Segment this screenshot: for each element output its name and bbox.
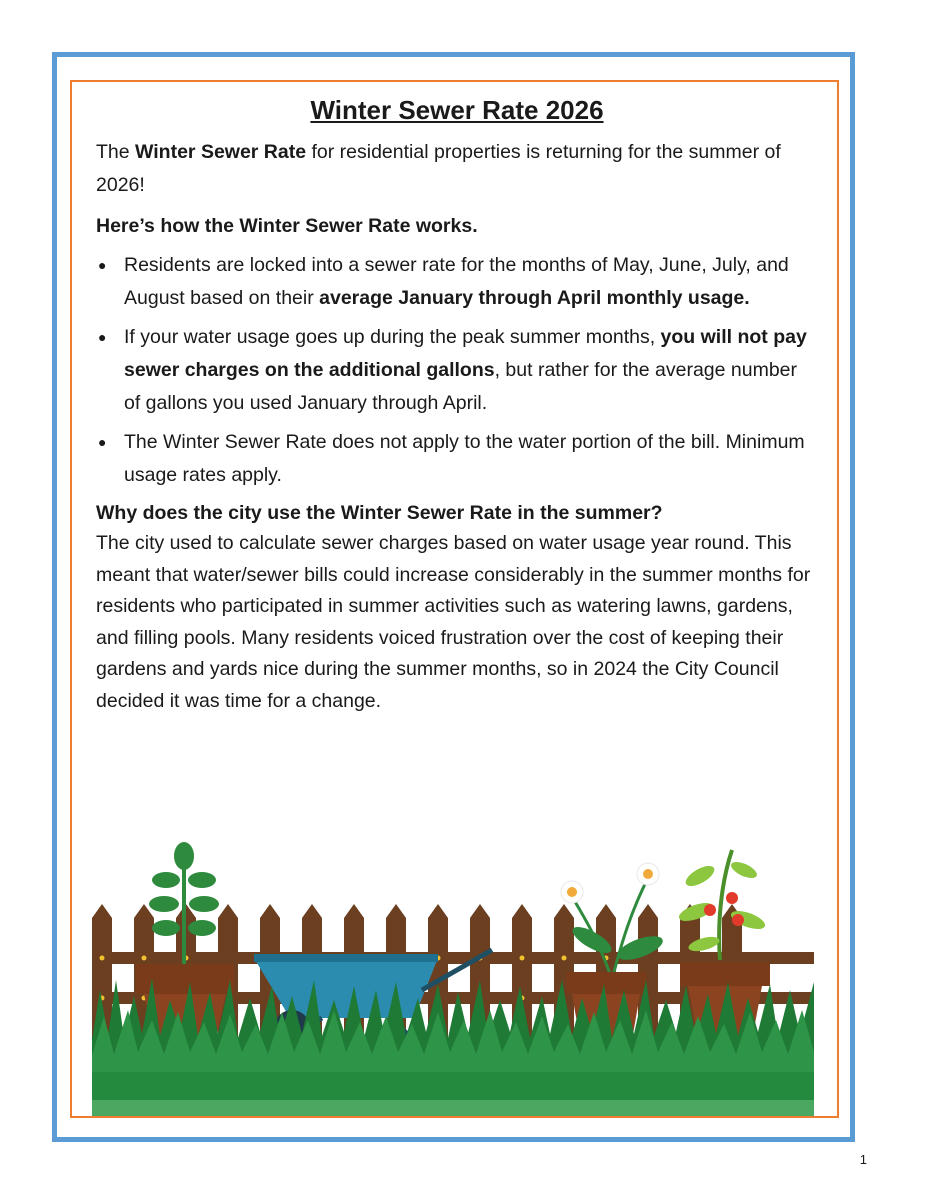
howto-heading: Here’s how the Winter Sewer Rate works.	[96, 215, 478, 237]
intro-text-post: for residential properties is returning for the summer of 2026!	[96, 141, 781, 196]
why-heading: Why does the city use the Winter Sewer Rate in the summer?	[96, 502, 663, 524]
page-number: 1	[859, 1152, 867, 1167]
intro-text-bold: Winter Sewer Rate	[135, 141, 307, 163]
bullet-text-bold: average January through April monthly usage.	[319, 287, 750, 309]
garden-illustration	[92, 840, 814, 1116]
bullet-icon: ●	[98, 329, 107, 345]
bullet-item	[96, 426, 818, 492]
why-paragraph: The city used to calculate sewer charges based on water usage year round. This meant that water/sewer bills could increase considerably in the summer months for residents who participated in summer activities such as watering lawns, gardens, and filling pools. Many residents voiced frustration over the cost of keeping their gardens and yards nice during the summer months, so in 2024 the City Council decided it was time for a change.	[96, 532, 811, 712]
rate-bullet-list	[96, 249, 818, 492]
flyer-content	[96, 90, 818, 717]
bullet-icon: ●	[98, 434, 107, 450]
bullet-text-bold: you will not pay sewer charges on the additional gallons	[124, 326, 807, 381]
bullet-text: Residents are locked into a sewer rate for the months of May, June, July, and August based on their	[124, 254, 789, 309]
bullet-text: The Winter Sewer Rate does not apply to the water portion of the bill. Minimum usage rates apply.	[124, 431, 805, 486]
bullet-item	[96, 249, 818, 315]
bullet-text: , but rather for the average number of gallons you used January through April.	[124, 359, 798, 414]
bullet-item	[96, 321, 818, 420]
intro-paragraph	[96, 136, 818, 202]
bullet-text: If your water usage goes up during the peak summer months,	[124, 326, 661, 348]
bullet-icon: ●	[98, 257, 107, 273]
intro-text-pre: The	[96, 141, 136, 163]
page-title: Winter Sewer Rate 2026	[310, 95, 604, 125]
